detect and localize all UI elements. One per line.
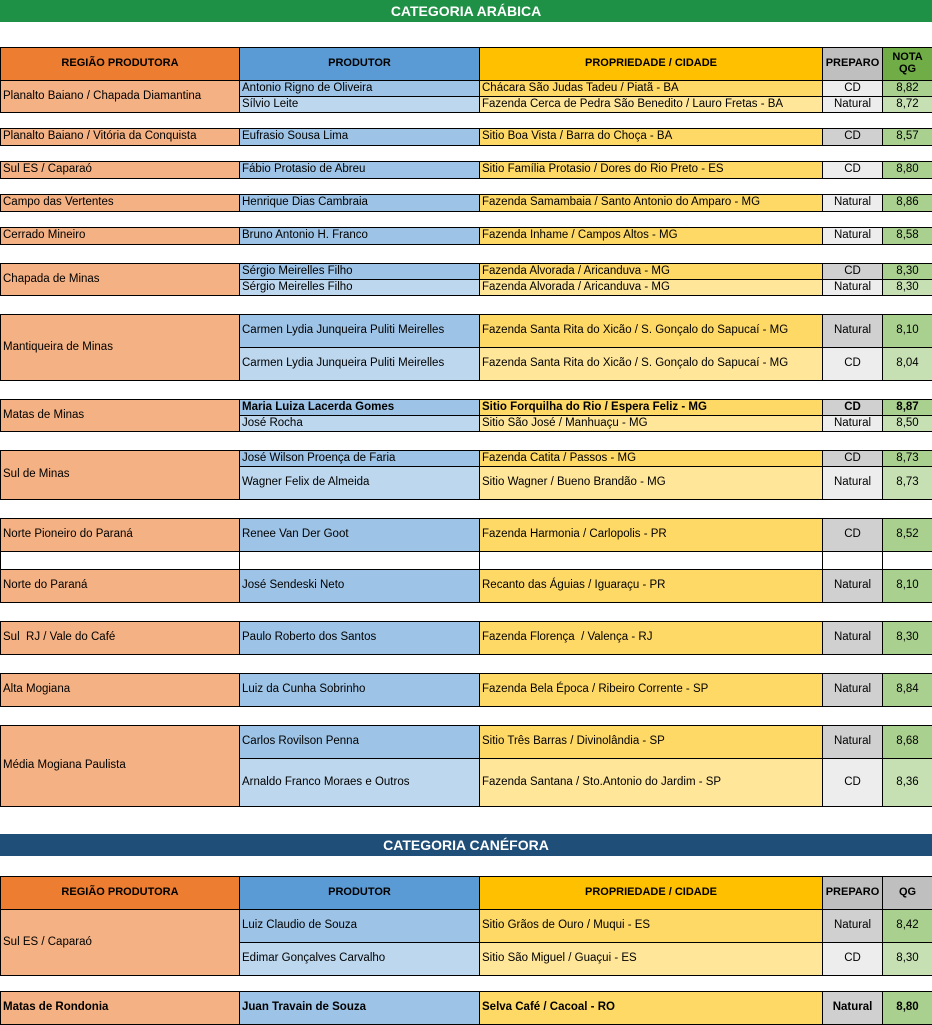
- preparo-cell: Natural: [823, 315, 883, 348]
- producer-cell: Eufrasio Sousa Lima: [240, 129, 480, 146]
- preparo-cell: Natural: [823, 280, 883, 296]
- producer-cell: Paulo Roberto dos Santos: [240, 622, 480, 655]
- score-cell: 8,57: [883, 129, 932, 146]
- preparo-cell: Natural: [823, 674, 883, 707]
- property-cell: Fazenda Santa Rita do Xicão / S. Gonçalo do Sapucaí - MG: [480, 348, 823, 381]
- property-cell: Fazenda Inhame / Campos Altos - MG: [480, 228, 823, 245]
- preparo-cell: CD: [823, 129, 883, 146]
- table-row: [1, 81, 932, 97]
- property-cell: Fazenda Santa Rita do Xicão / S. Gonçalo do Sapucaí - MG: [480, 315, 823, 348]
- producer-cell: Maria Luiza Lacerda Gomes: [240, 400, 480, 416]
- arabica-table: [0, 47, 932, 807]
- property-cell: Chácara São Judas Tadeu / Piatã - BA: [480, 81, 823, 97]
- property-cell: Fazenda Florença / Valença - RJ: [480, 622, 823, 655]
- preparo-cell: Natural: [823, 416, 883, 432]
- table-row: [1, 228, 932, 245]
- property-cell: Sitio Grãos de Ouro / Muqui - ES: [480, 910, 823, 943]
- region-cell: Matas de Rondonia: [1, 992, 240, 1025]
- preparo-cell: CD: [823, 759, 883, 807]
- canefora-table: [0, 876, 932, 1025]
- region-cell: Planalto Baiano / Chapada Diamantina: [1, 81, 240, 113]
- producer-header: PRODUTOR: [240, 877, 480, 910]
- property-header: PROPRIEDADE / CIDADE: [480, 877, 823, 910]
- producer-cell: Luiz Claudio de Souza: [240, 910, 480, 943]
- score-cell: 8,10: [883, 570, 932, 603]
- preparo-cell: CD: [823, 162, 883, 179]
- property-cell: Sitio Boa Vista / Barra do Choça - BA: [480, 129, 823, 146]
- score-cell: 8,80: [883, 162, 932, 179]
- arabica-category-title: CATEGORIA ARÁBICA: [0, 0, 932, 22]
- producer-cell: José Rocha: [240, 416, 480, 432]
- producer-cell: Arnaldo Franco Moraes e Outros: [240, 759, 480, 807]
- table-row: [1, 129, 932, 146]
- producer-cell: Bruno Antonio H. Franco: [240, 228, 480, 245]
- producer-cell: Henrique Dias Cambraia: [240, 195, 480, 212]
- producer-cell: Carlos Rovilson Penna: [240, 726, 480, 759]
- preparo-cell: CD: [823, 400, 883, 416]
- score-cell: 8,30: [883, 264, 932, 280]
- score-header: NOTA QG: [883, 48, 932, 81]
- preparo-cell: Natural: [823, 570, 883, 603]
- score-cell: 8,73: [883, 467, 932, 500]
- preparo-cell: Natural: [823, 195, 883, 212]
- producer-cell: Luiz da Cunha Sobrinho: [240, 674, 480, 707]
- producer-cell: Edimar Gonçalves Carvalho: [240, 943, 480, 976]
- property-cell: Recanto das Águias / Iguaraçu - PR: [480, 570, 823, 603]
- score-cell: 8,82: [883, 81, 932, 97]
- producer-cell: Fábio Protasio de Abreu: [240, 162, 480, 179]
- region-cell: Chapada de Minas: [1, 264, 240, 296]
- preparo-cell: Natural: [823, 467, 883, 500]
- preparo-cell: CD: [823, 348, 883, 381]
- score-header: QG: [883, 877, 932, 910]
- score-cell: 8,87: [883, 400, 932, 416]
- region-cell: Sul RJ / Vale do Café: [1, 622, 240, 655]
- producer-cell: Sérgio Meirelles Filho: [240, 280, 480, 296]
- producer-cell: Wagner Felix de Almeida: [240, 467, 480, 500]
- table-row: [1, 910, 932, 943]
- score-cell: 8,50: [883, 416, 932, 432]
- producer-cell: Sérgio Meirelles Filho: [240, 264, 480, 280]
- property-cell: Fazenda Samambaia / Santo Antonio do Amparo - MG: [480, 195, 823, 212]
- table-row: [1, 622, 932, 655]
- score-cell: 8,52: [883, 519, 932, 552]
- score-cell: 8,84: [883, 674, 932, 707]
- preparo-cell: Natural: [823, 726, 883, 759]
- property-cell: Fazenda Bela Época / Ribeiro Corrente - SP: [480, 674, 823, 707]
- preparo-cell: CD: [823, 81, 883, 97]
- property-cell: Fazenda Alvorada / Aricanduva - MG: [480, 280, 823, 296]
- region-cell: Sul ES / Caparaó: [1, 162, 240, 179]
- table-row: [1, 195, 932, 212]
- preparo-header: PREPARO: [823, 48, 883, 81]
- score-cell: 8,36: [883, 759, 932, 807]
- arabica-header-row: [1, 48, 932, 81]
- producer-cell: José Sendeski Neto: [240, 570, 480, 603]
- property-cell: Fazenda Harmonia / Carlopolis - PR: [480, 519, 823, 552]
- score-cell: 8,42: [883, 910, 932, 943]
- region-cell: Norte Pioneiro do Paraná: [1, 519, 240, 552]
- property-cell: Sitio Forquilha do Rio / Espera Feliz - MG: [480, 400, 823, 416]
- table-row: [1, 674, 932, 707]
- table-row: [1, 726, 932, 759]
- property-cell: Fazenda Santana / Sto.Antonio do Jardim - SP: [480, 759, 823, 807]
- score-cell: 8,30: [883, 943, 932, 976]
- producer-cell: José Wilson Proença de Faria: [240, 451, 480, 467]
- producer-cell: Carmen Lydia Junqueira Puliti Meirelles: [240, 315, 480, 348]
- score-cell: 8,04: [883, 348, 932, 381]
- preparo-cell: CD: [823, 451, 883, 467]
- producer-cell: Carmen Lydia Junqueira Puliti Meirelles: [240, 348, 480, 381]
- property-cell: Fazenda Catita / Passos - MG: [480, 451, 823, 467]
- property-cell: Sitio Família Protasio / Dores do Rio Preto - ES: [480, 162, 823, 179]
- producer-header: PRODUTOR: [240, 48, 480, 81]
- region-cell: Matas de Minas: [1, 400, 240, 432]
- preparo-header: PREPARO: [823, 877, 883, 910]
- region-header: REGIÃO PRODUTORA: [1, 877, 240, 910]
- table-row: [1, 451, 932, 467]
- property-cell: Selva Café / Cacoal - RO: [480, 992, 823, 1025]
- table-row: [1, 992, 932, 1025]
- canefora-header-row: [1, 877, 932, 910]
- property-cell: Fazenda Alvorada / Aricanduva - MG: [480, 264, 823, 280]
- preparo-cell: CD: [823, 943, 883, 976]
- score-cell: 8,73: [883, 451, 932, 467]
- property-cell: Sitio São José / Manhuaçu - MG: [480, 416, 823, 432]
- property-cell: Sitio São Miguel / Guaçui - ES: [480, 943, 823, 976]
- table-row: [1, 519, 932, 552]
- preparo-cell: CD: [823, 264, 883, 280]
- region-cell: Sul ES / Caparaó: [1, 910, 240, 976]
- preparo-cell: Natural: [823, 992, 883, 1025]
- score-cell: 8,10: [883, 315, 932, 348]
- score-cell: 8,80: [883, 992, 932, 1025]
- region-cell: Mantiqueira de Minas: [1, 315, 240, 381]
- region-cell: Norte do Paraná: [1, 570, 240, 603]
- region-cell: Alta Mogiana: [1, 674, 240, 707]
- table-row: [1, 400, 932, 416]
- table-row: [1, 264, 932, 280]
- region-cell: Planalto Baiano / Vitória da Conquista: [1, 129, 240, 146]
- region-cell: Campo das Vertentes: [1, 195, 240, 212]
- score-cell: 8,58: [883, 228, 932, 245]
- canefora-category-title: CATEGORIA CANÉFORA: [0, 834, 932, 856]
- table-row: [1, 162, 932, 179]
- preparo-cell: Natural: [823, 228, 883, 245]
- region-header: REGIÃO PRODUTORA: [1, 48, 240, 81]
- producer-cell: Sílvio Leite: [240, 97, 480, 113]
- region-cell: Sul de Minas: [1, 451, 240, 500]
- property-cell: Fazenda Cerca de Pedra São Benedito / Lauro Fretas - BA: [480, 97, 823, 113]
- property-header: PROPRIEDADE / CIDADE: [480, 48, 823, 81]
- producer-cell: Antonio Rigno de Oliveira: [240, 81, 480, 97]
- region-cell: Média Mogiana Paulista: [1, 726, 240, 807]
- region-cell: Cerrado Mineiro: [1, 228, 240, 245]
- preparo-cell: CD: [823, 519, 883, 552]
- table-row: [1, 570, 932, 603]
- property-cell: Sitio Wagner / Bueno Brandão - MG: [480, 467, 823, 500]
- preparo-cell: Natural: [823, 622, 883, 655]
- score-cell: 8,72: [883, 97, 932, 113]
- property-cell: Sitio Três Barras / Divinolândia - SP: [480, 726, 823, 759]
- score-cell: 8,30: [883, 280, 932, 296]
- score-cell: 8,86: [883, 195, 932, 212]
- score-cell: 8,68: [883, 726, 932, 759]
- table-row: [1, 315, 932, 348]
- score-cell: 8,30: [883, 622, 932, 655]
- preparo-cell: Natural: [823, 910, 883, 943]
- producer-cell: Juan Travain de Souza: [240, 992, 480, 1025]
- producer-cell: Renee Van Der Goot: [240, 519, 480, 552]
- preparo-cell: Natural: [823, 97, 883, 113]
